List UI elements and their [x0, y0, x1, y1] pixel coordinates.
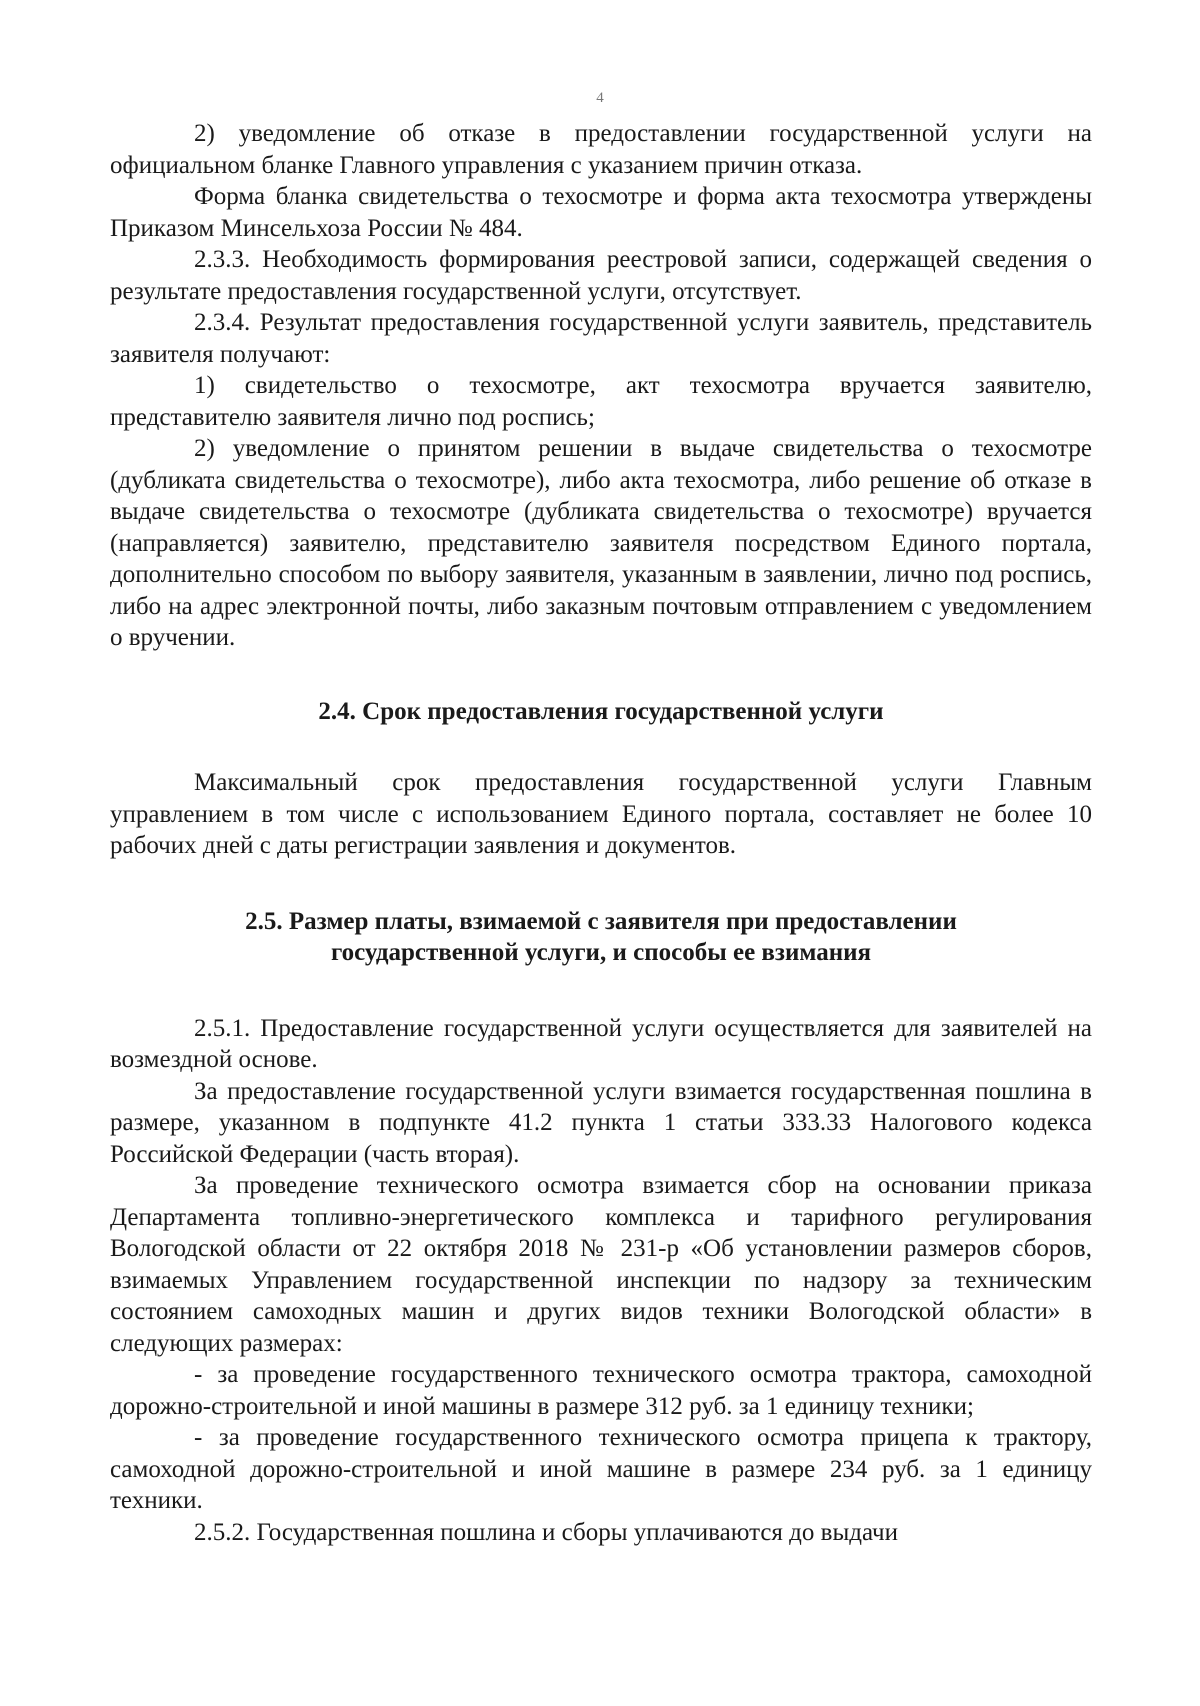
- section-heading-2-5-line1: 2.5. Размер платы, взимаемой с заявителя при предоставлении: [245, 907, 957, 935]
- paragraph-state-duty: За предоставление государственной услуги взимается государственная пошлина в размере, указанном в подпункте 41.2 пункта 1 статьи 333.33 Налогового кодекса Российской Федерации (часть вторая).: [110, 1077, 1092, 1168]
- section-heading-2-5-line2: государственной услуги, и способы ее взимания: [330, 939, 872, 966]
- paragraph-rejection-notice: 2) уведомление об отказе в предоставлении государственной услуги на официальном бланке Главного управления с указанием причин отказа.: [110, 120, 1092, 179]
- paragraph-2-5-2: 2.5.2. Государственная пошлина и сборы уплачиваются до выдачи: [194, 1518, 899, 1546]
- paragraph-item-1: 1) свидетельство о техосмотре, акт техосмотра вручается заявителю, представителю заявителя лично под роспись;: [110, 372, 1092, 431]
- document-body: [110, 118, 1092, 1548]
- paragraph-fee-trailer: - за проведение государственного технического осмотра прицепа к трактору, самоходной дорожно-строительной и иной машине в размере 234 руб. за 1 единицу техники.: [110, 1424, 1092, 1514]
- paragraph-item-2: 2) уведомление о принятом решении в выдаче свидетельства о техосмотре (дубликата свидетельства о техосмотре), либо акта техосмотра, либо решение об отказе в выдаче свидетельства о техосмотре (дубликата свидетельства о техосмотре) вручается (направляется) заявителю, представителю заявителя посредством Единого портала, дополнительно способом по выбору заявителя, указанным в заявлении, лично под роспись, либо на адрес электронной почты, либо заказным почтовым отправлением с уведомлением о вручении.: [110, 435, 1092, 651]
- section-heading-2-5: [110, 906, 1092, 969]
- paragraph-max-term: Максимальный срок предоставления государственной услуги Главным управлением в том числе с использованием Единого портала, составляет не более 10 рабочих дней с даты регистрации заявления и документов.: [110, 769, 1092, 859]
- paragraph-forms-approval: Форма бланка свидетельства о техосмотре и форма акта техосмотра утверждены Приказом Минсельхоза России № 484.: [110, 183, 1092, 242]
- paragraph-fee-tractor: - за проведение государственного технического осмотра трактора, самоходной дорожно-строительной и иной машины в размере 312 руб. за 1 единицу техники;: [110, 1361, 1092, 1420]
- paragraph-2-5-1: 2.5.1. Предоставление государственной услуги осуществляется для заявителей на возмездной основе.: [110, 1014, 1092, 1073]
- page-number: 4: [596, 90, 604, 106]
- paragraph-2-3-3: 2.3.3. Необходимость формирования реестровой записи, содержащей сведения о результате предоставления государственной услуги, отсутствует.: [110, 246, 1092, 305]
- paragraph-inspection-fee: За проведение технического осмотра взимается сбор на основании приказа Департамента топливно-энергетического комплекса и тарифного регулирования Вологодской области от 22 октября 2018 № 231-р «Об установлении размеров сборов, взимаемых Управлением государственной инспекции по надзору за техническим состоянием самоходных машин и других видов техники Вологодской области» в следующих размерах:: [110, 1172, 1092, 1357]
- section-heading-2-4: 2.4. Срок предоставления государственной услуги: [318, 697, 884, 725]
- paragraph-2-3-4: 2.3.4. Результат предоставления государственной услуги заявитель, представитель заявителя получают:: [110, 309, 1092, 368]
